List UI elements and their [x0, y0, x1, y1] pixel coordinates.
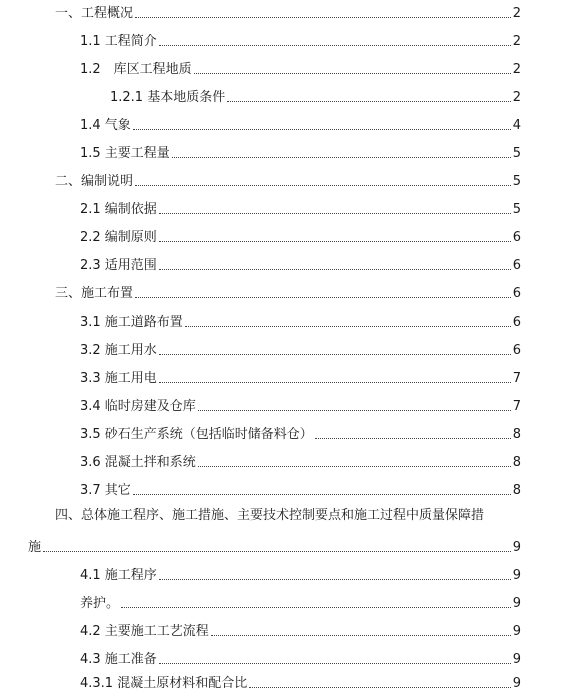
toc-entry-label: 1.4 气象	[80, 118, 131, 133]
dot-leader	[159, 663, 511, 664]
toc-entry[interactable]	[80, 423, 521, 443]
toc-page-number: 2	[512, 34, 521, 49]
toc-entry[interactable]	[80, 648, 521, 668]
toc-entry[interactable]	[80, 620, 521, 640]
toc-page-number: 2	[512, 90, 521, 105]
toc-entry[interactable]	[80, 58, 521, 78]
toc-entry[interactable]	[28, 536, 521, 556]
toc-entry-label: 3.3 施工用电	[80, 371, 157, 386]
dot-leader	[159, 213, 511, 214]
toc-entry-label: 2.3 适用范围	[80, 258, 157, 273]
dot-leader	[121, 607, 511, 608]
toc-entry[interactable]	[80, 367, 521, 387]
dot-leader	[198, 466, 511, 467]
toc-entry[interactable]	[80, 254, 521, 274]
toc-page-number: 2	[512, 62, 521, 77]
toc-entry[interactable]	[80, 226, 521, 246]
toc-page-number: 9	[512, 568, 521, 583]
toc-entry[interactable]	[80, 395, 521, 415]
dot-leader	[249, 687, 511, 688]
toc-entry[interactable]	[55, 2, 521, 22]
toc-page-number: 9	[512, 596, 521, 611]
toc-page-number: 9	[512, 676, 521, 691]
dot-leader	[172, 157, 511, 158]
toc-entry[interactable]	[80, 479, 521, 499]
toc-entry[interactable]	[80, 114, 521, 134]
toc-entry-label: 4.3 施工准备	[80, 652, 157, 667]
toc-entry-label: 1.5 主要工程量	[80, 146, 170, 161]
toc-entry[interactable]	[55, 170, 521, 190]
toc-page-number: 6	[512, 230, 521, 245]
toc-page-number: 4	[512, 118, 521, 133]
toc-entry-label: 3.5 砂石生产系统（包括临时储备料仓）	[80, 427, 313, 442]
toc-entry-label: 4.1 施工程序	[80, 568, 157, 583]
toc-entry[interactable]	[80, 339, 521, 359]
toc-entry-label: 4.3.1 混凝土原材料和配合比	[80, 676, 248, 691]
toc-entry-label: 3.4 临时房建及仓库	[80, 399, 196, 414]
dot-leader	[135, 297, 511, 298]
dot-leader	[43, 551, 511, 552]
dot-leader	[133, 494, 511, 495]
dot-leader	[194, 73, 511, 74]
toc-page-number: 5	[512, 174, 521, 189]
toc-entry-label: 3.1 施工道路布置	[80, 315, 183, 330]
dot-leader	[159, 354, 511, 355]
dot-leader	[159, 269, 511, 270]
dot-leader	[159, 382, 511, 383]
toc-page-number: 8	[512, 483, 521, 498]
toc-page-number: 7	[512, 399, 521, 414]
dot-leader	[227, 101, 511, 102]
toc-entry-label: 4.2 主要施工工艺流程	[80, 624, 209, 639]
toc-page-number: 9	[512, 624, 521, 639]
toc-entry-label: 2.1 编制依据	[80, 202, 157, 217]
toc-entry-label: 2.2 编制原则	[80, 230, 157, 245]
dot-leader	[135, 185, 511, 186]
toc-entry[interactable]	[80, 198, 521, 218]
toc-entry[interactable]	[80, 311, 521, 331]
toc-page-number: 6	[512, 258, 521, 273]
dot-leader	[159, 241, 511, 242]
toc-page-number: 8	[512, 427, 521, 442]
toc-entry-label-line1[interactable]: 四、总体施工程序、施工措施、主要技术控制要点和施工过程中质量保障措	[55, 508, 485, 523]
toc-entry-label: 一、工程概况	[55, 6, 134, 21]
toc-entry[interactable]	[80, 451, 521, 471]
toc-entry-label: 1.2.1 基本地质条件	[110, 90, 226, 105]
toc-page-number: 2	[512, 6, 521, 21]
toc-entry[interactable]	[55, 282, 521, 302]
toc-entry[interactable]	[80, 564, 521, 584]
toc-entry[interactable]	[80, 672, 521, 692]
toc-entry[interactable]	[80, 592, 521, 612]
toc-page-number: 6	[512, 315, 521, 330]
dot-leader	[159, 579, 511, 580]
toc-entry-label: 三、施工布置	[55, 286, 134, 301]
toc-page-number: 6	[512, 343, 521, 358]
toc-entry-label: 二、编制说明	[55, 174, 134, 189]
dot-leader	[211, 635, 511, 636]
toc-entry-label: 1.2 库区工程地质	[80, 62, 192, 77]
toc-entry-label-line2: 施	[28, 540, 42, 555]
toc-page-number: 8	[512, 455, 521, 470]
dot-leader	[135, 17, 511, 18]
dot-leader	[133, 129, 511, 130]
toc-entry-label: 1.1 工程简介	[80, 34, 157, 49]
toc-page-number: 9	[512, 652, 521, 667]
toc-page-number: 6	[512, 286, 521, 301]
toc-entry-label: 3.6 混凝土拌和系统	[80, 455, 196, 470]
dot-leader	[159, 45, 511, 46]
toc-entry[interactable]	[80, 142, 521, 162]
dot-leader	[198, 410, 511, 411]
toc-entry-label: 3.7 其它	[80, 483, 131, 498]
toc-entry-label: 3.2 施工用水	[80, 343, 157, 358]
toc-entry[interactable]	[110, 86, 521, 106]
toc-page-number: 5	[512, 146, 521, 161]
dot-leader	[315, 438, 511, 439]
toc-entry-label: 养护。	[80, 596, 120, 611]
toc-page-number: 7	[512, 371, 521, 386]
toc-page-number: 5	[512, 202, 521, 217]
dot-leader	[185, 326, 511, 327]
toc-entry[interactable]	[80, 30, 521, 50]
toc-page-number: 9	[512, 540, 521, 555]
